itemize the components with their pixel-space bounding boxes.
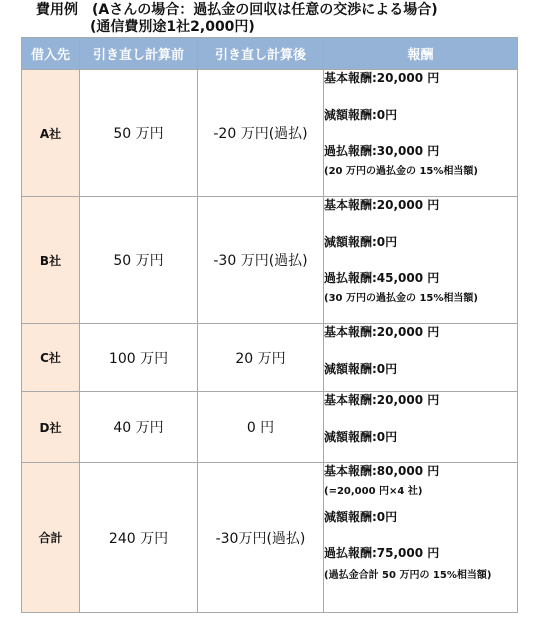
fee-cell [324, 70, 518, 197]
column-header-lender: 借入先 [22, 38, 80, 70]
fee-note: (20 万円の過払金の 15%相当額) [324, 166, 478, 177]
amount-after: -30 万円(過払) [198, 197, 324, 324]
fee-overpayment: 過払報酬:75,000 円 [324, 546, 440, 560]
header-title: 費用例 (Aさんの場合：過払金の回収は任意の交渉による場合) [36, 2, 438, 18]
fee-cell [324, 463, 518, 613]
table-header-row [22, 38, 518, 70]
table-row [22, 70, 518, 197]
column-header-after: 引き直し計算後 [198, 38, 324, 70]
fee-cell [324, 324, 518, 392]
amount-before: 100 万円 [80, 324, 198, 392]
fee-reduction: 減額報酬:0円 [324, 430, 398, 444]
amount-after: 20 万円 [198, 324, 324, 392]
fee-note: (30 万円の過払金の 15%相当額) [324, 293, 478, 304]
fee-cell [324, 197, 518, 324]
fee-reduction: 減額報酬:0円 [324, 510, 398, 524]
lender-name: B社 [22, 197, 80, 324]
lender-name: 合計 [22, 463, 80, 613]
table-row [22, 463, 518, 613]
page-header [36, 2, 536, 36]
amount-before: 40 万円 [80, 392, 198, 463]
column-header-before: 引き直し計算前 [80, 38, 198, 70]
fee-base: 基本報酬:20,000 円 [324, 71, 440, 85]
fee-note: (過払金合計 50 万円の 15%相当額) [324, 570, 492, 581]
amount-before: 240 万円 [80, 463, 198, 613]
fee-reduction: 減額報酬:0円 [324, 362, 398, 376]
fee-note: (=20,000 円×4 社) [324, 486, 423, 497]
fee-reduction: 減額報酬:0円 [324, 235, 398, 249]
lender-name: C社 [22, 324, 80, 392]
lender-name: A社 [22, 70, 80, 197]
lender-name: D社 [22, 392, 80, 463]
amount-after: -30万円(過払) [198, 463, 324, 613]
fee-overpayment: 過払報酬:45,000 円 [324, 271, 440, 285]
amount-after: 0 円 [198, 392, 324, 463]
fee-reduction: 減額報酬:0円 [324, 108, 398, 122]
header-subtitle: (通信費別途1社2,000円) [90, 19, 255, 35]
fee-base: 基本報酬:20,000 円 [324, 393, 440, 407]
fee-table [21, 37, 518, 613]
fee-base: 基本報酬:20,000 円 [324, 325, 440, 339]
fee-cell [324, 392, 518, 463]
table-row [22, 197, 518, 324]
fee-base: 基本報酬:20,000 円 [324, 198, 440, 212]
fee-base: 基本報酬:80,000 円 [324, 464, 440, 478]
amount-before: 50 万円 [80, 197, 198, 324]
table-row [22, 392, 518, 463]
amount-before: 50 万円 [80, 70, 198, 197]
table-row [22, 324, 518, 392]
fee-overpayment: 過払報酬:30,000 円 [324, 144, 440, 158]
column-header-fee: 報酬 [324, 38, 518, 70]
amount-after: -20 万円(過払) [198, 70, 324, 197]
